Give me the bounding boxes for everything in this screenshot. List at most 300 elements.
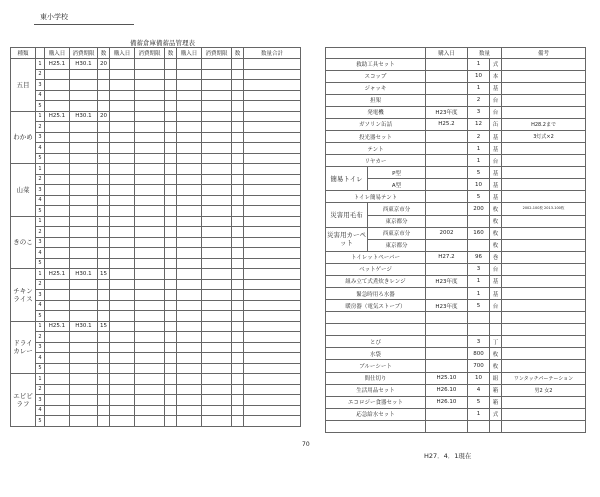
empty-cell	[244, 59, 301, 70]
unit: 基	[490, 130, 502, 142]
remark: H28.2まで	[502, 118, 586, 130]
empty-cell	[232, 279, 244, 290]
quantity	[98, 195, 110, 206]
expiry-date	[70, 300, 98, 311]
empty-cell	[110, 164, 135, 175]
empty-cell	[244, 174, 301, 185]
empty-cell	[232, 216, 244, 227]
empty-cell	[177, 101, 202, 112]
table-row	[11, 216, 301, 227]
empty-cell	[177, 374, 202, 385]
quantity	[98, 416, 110, 427]
empty-cell	[232, 363, 244, 374]
purchase-date	[45, 384, 70, 395]
table-row	[11, 395, 301, 406]
empty-cell	[110, 321, 135, 332]
purchase-date	[45, 395, 70, 406]
empty-cell	[135, 290, 165, 301]
expiry-date	[70, 101, 98, 112]
row-number: 2	[36, 174, 45, 185]
empty-cell	[202, 69, 232, 80]
header-cell: 消費期限	[70, 48, 98, 59]
empty-cell	[135, 300, 165, 311]
quantity: 1	[468, 408, 490, 420]
empty-cell	[110, 363, 135, 374]
header-cell: 数	[232, 48, 244, 59]
unit: 式	[490, 408, 502, 420]
unit: 組	[490, 372, 502, 384]
remark: 男2 女2	[502, 384, 586, 396]
empty-cell	[110, 111, 135, 122]
quantity	[98, 185, 110, 196]
expiry-date	[70, 122, 98, 133]
quantity: 10	[468, 179, 490, 191]
remark	[502, 251, 586, 263]
unit: 台	[490, 155, 502, 167]
unit: 枚	[490, 239, 502, 251]
unit: 箱	[490, 384, 502, 396]
remark	[502, 143, 586, 155]
table-row	[11, 374, 301, 385]
purchase-date	[45, 405, 70, 416]
item-name: ジャッキ	[326, 82, 426, 94]
empty-cell	[110, 290, 135, 301]
table-row	[11, 174, 301, 185]
purchase-date	[426, 179, 468, 191]
empty-cell	[135, 321, 165, 332]
empty-cell	[135, 248, 165, 259]
quantity	[98, 342, 110, 353]
empty-cell	[135, 164, 165, 175]
expiry-date	[70, 332, 98, 343]
empty-cell	[135, 237, 165, 248]
empty-cell	[244, 311, 301, 322]
table-row	[11, 416, 301, 427]
row-number: 2	[36, 69, 45, 80]
remark: ワンタッチパーテーション	[502, 372, 586, 384]
empty-cell	[165, 363, 177, 374]
empty-cell	[165, 59, 177, 70]
table-row	[11, 321, 301, 332]
quantity	[98, 279, 110, 290]
table-row	[326, 420, 586, 432]
row-number: 3	[36, 80, 45, 91]
quantity	[468, 420, 490, 432]
remark	[502, 155, 586, 167]
quantity	[98, 153, 110, 164]
table-row	[326, 384, 586, 396]
empty-cell	[135, 143, 165, 154]
empty-cell	[177, 342, 202, 353]
group-label: 災害用カーペット	[326, 227, 368, 251]
unit: 台	[490, 106, 502, 118]
remark	[502, 324, 586, 336]
quantity	[98, 300, 110, 311]
quantity: 200	[468, 203, 490, 215]
header-cell: 購入日	[177, 48, 202, 59]
row-number: 5	[36, 206, 45, 217]
purchase-date: H23年度	[426, 106, 468, 118]
empty-cell	[135, 206, 165, 217]
empty-cell	[135, 90, 165, 101]
item-name: 暖房器（電気ストーブ）	[326, 300, 426, 312]
empty-cell	[177, 164, 202, 175]
empty-cell	[110, 206, 135, 217]
empty-cell	[244, 143, 301, 154]
empty-cell	[165, 122, 177, 133]
empty-cell	[232, 248, 244, 259]
table-row	[11, 300, 301, 311]
empty-cell	[232, 384, 244, 395]
remark	[502, 82, 586, 94]
item-name	[326, 312, 426, 324]
table-row	[11, 164, 301, 175]
quantity: 96	[468, 251, 490, 263]
row-number: 5	[36, 311, 45, 322]
empty-cell	[202, 405, 232, 416]
empty-cell	[110, 143, 135, 154]
as-of-date: H27．4．1現在	[424, 452, 472, 460]
empty-cell	[244, 69, 301, 80]
rations-table	[10, 47, 301, 427]
empty-cell	[110, 279, 135, 290]
item-name	[326, 420, 426, 432]
row-number: 1	[36, 111, 45, 122]
table-row	[11, 143, 301, 154]
expiry-date	[70, 395, 98, 406]
empty-cell	[177, 269, 202, 280]
empty-cell	[110, 80, 135, 91]
empty-cell	[177, 300, 202, 311]
table-row	[326, 203, 586, 215]
quantity	[468, 239, 490, 251]
table-row	[326, 275, 586, 287]
table-row	[326, 396, 586, 408]
quantity	[468, 215, 490, 227]
header-cell: 数	[165, 48, 177, 59]
quantity	[98, 353, 110, 364]
purchase-date	[45, 216, 70, 227]
empty-cell	[232, 269, 244, 280]
remark: 2002-100枚 2013-100枚	[502, 203, 586, 215]
table-row	[11, 248, 301, 259]
empty-cell	[165, 164, 177, 175]
purchase-date	[45, 227, 70, 238]
empty-cell	[177, 122, 202, 133]
empty-cell	[202, 122, 232, 133]
purchase-date: H25.10	[426, 372, 468, 384]
unit: 丁	[490, 336, 502, 348]
header-cell: 数	[98, 48, 110, 59]
row-number: 4	[36, 195, 45, 206]
empty-cell	[135, 153, 165, 164]
empty-cell	[177, 174, 202, 185]
table-row	[11, 227, 301, 238]
empty-cell	[110, 332, 135, 343]
remark	[502, 312, 586, 324]
empty-cell	[165, 185, 177, 196]
purchase-date	[426, 336, 468, 348]
purchase-date	[45, 290, 70, 301]
header-cell: 購入日	[426, 48, 468, 59]
empty-cell	[165, 174, 177, 185]
purchase-date	[45, 164, 70, 175]
purchase-date	[45, 342, 70, 353]
table-row	[326, 143, 586, 155]
empty-cell	[110, 374, 135, 385]
item-name: 発電機	[326, 106, 426, 118]
purchase-date	[426, 94, 468, 106]
table-row	[11, 342, 301, 353]
purchase-date	[45, 132, 70, 143]
purchase-date	[45, 101, 70, 112]
table-row	[11, 206, 301, 217]
row-number: 1	[36, 374, 45, 385]
item-name: 生活用品セット	[326, 384, 426, 396]
table-row	[11, 185, 301, 196]
empty-cell	[177, 353, 202, 364]
purchase-date	[426, 287, 468, 299]
quantity: 1	[468, 58, 490, 70]
empty-cell	[135, 384, 165, 395]
row-number: 5	[36, 416, 45, 427]
row-number: 1	[36, 59, 45, 70]
purchase-date	[426, 215, 468, 227]
expiry-date	[70, 185, 98, 196]
empty-cell	[202, 290, 232, 301]
empty-cell	[244, 416, 301, 427]
unit: 基	[490, 167, 502, 179]
empty-cell	[202, 132, 232, 143]
empty-cell	[177, 384, 202, 395]
table-row	[326, 287, 586, 299]
item-name: リヤカー	[326, 155, 426, 167]
remark	[502, 348, 586, 360]
empty-cell	[177, 132, 202, 143]
empty-cell	[232, 227, 244, 238]
unit: 本	[490, 70, 502, 82]
quantity: 5	[468, 300, 490, 312]
expiry-date	[70, 374, 98, 385]
empty-cell	[135, 363, 165, 374]
row-number: 1	[36, 321, 45, 332]
expiry-date	[70, 90, 98, 101]
header-cell: 消費期限	[135, 48, 165, 59]
purchase-date	[426, 130, 468, 142]
purchase-date	[426, 70, 468, 82]
remark	[502, 239, 586, 251]
expiry-date	[70, 80, 98, 91]
quantity: 5	[468, 396, 490, 408]
empty-cell	[232, 174, 244, 185]
table-row	[11, 101, 301, 112]
empty-cell	[244, 227, 301, 238]
table-row	[11, 122, 301, 133]
remark	[502, 94, 586, 106]
expiry-date	[70, 164, 98, 175]
empty-cell	[165, 248, 177, 259]
quantity: 10	[468, 70, 490, 82]
empty-cell	[244, 353, 301, 364]
empty-cell	[165, 290, 177, 301]
quantity	[98, 132, 110, 143]
unit: 枚	[490, 360, 502, 372]
unit: 巻	[490, 251, 502, 263]
table-row	[11, 237, 301, 248]
purchase-date	[426, 312, 468, 324]
expiry-date	[70, 416, 98, 427]
expiry-date: H30.1	[70, 111, 98, 122]
purchase-date: H25.1	[45, 321, 70, 332]
empty-cell	[177, 195, 202, 206]
empty-cell	[232, 185, 244, 196]
empty-cell	[244, 248, 301, 259]
empty-cell	[110, 227, 135, 238]
table-row	[11, 258, 301, 269]
empty-cell	[165, 216, 177, 227]
empty-cell	[135, 258, 165, 269]
empty-cell	[244, 122, 301, 133]
empty-cell	[244, 90, 301, 101]
unit: 式	[490, 58, 502, 70]
table-row	[11, 290, 301, 301]
table-row	[326, 372, 586, 384]
quantity	[98, 143, 110, 154]
empty-cell	[135, 342, 165, 353]
unit: 台	[490, 94, 502, 106]
item-name: P型	[368, 167, 426, 179]
purchase-date	[45, 90, 70, 101]
empty-cell	[135, 122, 165, 133]
remark	[502, 408, 586, 420]
empty-cell	[165, 311, 177, 322]
quantity	[98, 248, 110, 259]
purchase-date	[45, 69, 70, 80]
purchase-date	[426, 143, 468, 155]
table-row	[326, 251, 586, 263]
empty-cell	[232, 143, 244, 154]
empty-cell	[135, 405, 165, 416]
expiry-date: H30.1	[70, 59, 98, 70]
remark	[502, 396, 586, 408]
empty-cell	[177, 69, 202, 80]
table-row	[11, 279, 301, 290]
purchase-date	[45, 332, 70, 343]
expiry-date: H30.1	[70, 269, 98, 280]
purchase-date	[426, 167, 468, 179]
empty-cell	[177, 311, 202, 322]
empty-cell	[244, 332, 301, 343]
quantity	[98, 363, 110, 374]
quantity	[468, 324, 490, 336]
empty-cell	[165, 279, 177, 290]
table-row	[326, 130, 586, 142]
table-row	[11, 353, 301, 364]
empty-cell	[202, 332, 232, 343]
purchase-date	[45, 80, 70, 91]
unit	[490, 324, 502, 336]
expiry-date	[70, 216, 98, 227]
empty-cell	[110, 216, 135, 227]
empty-cell	[135, 80, 165, 91]
item-name	[326, 324, 426, 336]
empty-cell	[165, 321, 177, 332]
quantity	[98, 405, 110, 416]
expiry-date	[70, 405, 98, 416]
quantity	[98, 164, 110, 175]
table-row	[11, 90, 301, 101]
empty-cell	[135, 374, 165, 385]
item-name: A型	[368, 179, 426, 191]
quantity	[98, 122, 110, 133]
empty-cell	[177, 248, 202, 259]
empty-cell	[135, 111, 165, 122]
empty-cell	[110, 122, 135, 133]
remark	[502, 227, 586, 239]
item-name: ガソリン缶詰	[326, 118, 426, 130]
empty-cell	[202, 279, 232, 290]
quantity	[98, 174, 110, 185]
item-name: 西東京市分	[368, 227, 426, 239]
table-row	[326, 336, 586, 348]
item-name: テント	[326, 143, 426, 155]
purchase-date	[426, 420, 468, 432]
unit: 缶	[490, 118, 502, 130]
empty-cell	[202, 227, 232, 238]
empty-cell	[110, 153, 135, 164]
empty-cell	[110, 69, 135, 80]
empty-cell	[202, 80, 232, 91]
empty-cell	[135, 69, 165, 80]
empty-cell	[202, 353, 232, 364]
empty-cell	[110, 132, 135, 143]
quantity: 15	[98, 321, 110, 332]
empty-cell	[110, 300, 135, 311]
unit	[490, 420, 502, 432]
expiry-date	[70, 195, 98, 206]
quantity: 1	[468, 143, 490, 155]
table-row	[326, 118, 586, 130]
empty-cell	[110, 405, 135, 416]
empty-cell	[177, 111, 202, 122]
quantity: 3	[468, 263, 490, 275]
empty-cell	[135, 185, 165, 196]
purchase-date	[426, 239, 468, 251]
empty-cell	[177, 227, 202, 238]
empty-cell	[202, 174, 232, 185]
empty-cell	[232, 132, 244, 143]
purchase-date: H25.2	[426, 118, 468, 130]
remark	[502, 360, 586, 372]
remark	[502, 275, 586, 287]
empty-cell	[244, 111, 301, 122]
empty-cell	[244, 216, 301, 227]
empty-cell	[244, 321, 301, 332]
table-row	[326, 324, 586, 336]
empty-cell	[202, 363, 232, 374]
empty-cell	[244, 374, 301, 385]
empty-cell	[177, 206, 202, 217]
empty-cell	[202, 111, 232, 122]
empty-cell	[177, 216, 202, 227]
empty-cell	[177, 90, 202, 101]
row-number: 4	[36, 405, 45, 416]
purchase-date: H25.1	[45, 269, 70, 280]
table-row	[326, 300, 586, 312]
empty-cell	[165, 132, 177, 143]
quantity: 4	[468, 384, 490, 396]
purchase-date	[426, 360, 468, 372]
